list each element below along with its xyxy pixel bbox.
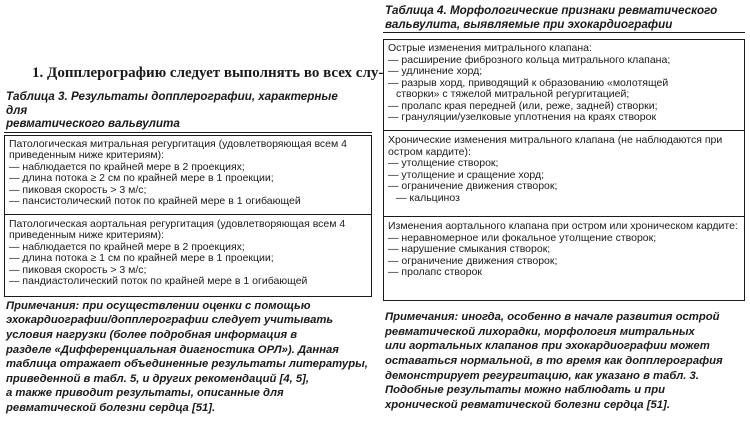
left-column <box>4 0 384 416</box>
list-item: — ограничение движения створок; <box>388 180 558 193</box>
note-line: а также приводит результаты, описанные для <box>6 387 284 400</box>
table4 <box>383 39 745 301</box>
note-line: Примечания: иногда, особенно в начале развития острой <box>385 311 720 324</box>
list-item: — наблюдается по крайней мере в 2 проекциях; <box>9 240 245 253</box>
note-line: условия нагрузки (более подробная информация в <box>6 328 298 341</box>
table4-section-acute-mitral <box>383 39 745 131</box>
list-item: — длина потока ≥ 1 см по крайней мере в 1 проекции; <box>9 252 274 265</box>
note-line: эхокардиографии/допплерографии следует учитывать <box>6 314 334 327</box>
table3-title-line: Таблица 3. Результаты допплерографии, характерные для <box>5 89 338 117</box>
note-line: приведенной в табл. 5, и других рекомендаций [4, 5], <box>6 372 310 385</box>
table4-title-line: Таблица 4. Морфологические признаки ревматического <box>384 3 718 17</box>
list-item: — пролапс створок <box>388 266 483 279</box>
list-item: — удлинение хорд; <box>388 65 483 78</box>
note-line: ревматической лихорадки, морфология митральных <box>385 325 695 338</box>
list-item: — нарушение смыкания створок; <box>388 243 551 256</box>
list-item: — грануляции/узелковые уплотнения на краях створок <box>388 111 657 124</box>
list-item: створки» с тяжелой митральной регургитацией; <box>396 88 630 101</box>
right-column <box>383 0 745 412</box>
note-line: Подобные результаты можно наблюдать и при <box>385 384 665 397</box>
table4-section-aortic <box>383 217 745 301</box>
table3-section-aortic <box>4 215 372 297</box>
section-heading: Патологическая митральная регургитация (удовлетворяющая всем 4 приведенным ниже критериям): <box>9 137 347 162</box>
table3 <box>4 135 372 297</box>
section-heading: Патологическая аортальная регургитация (удовлетворяющая всем 4 приведенным ниже критериям): <box>9 217 346 242</box>
list-item: — пиковая скорость > 3 м/с; <box>9 183 147 196</box>
list-item: — ограничение движения створок; <box>388 254 558 267</box>
note-line: таблица отражает объединенные результаты литературы, <box>6 358 368 371</box>
table4-section-chronic-mitral <box>383 131 745 217</box>
section-heading: Изменения аортального клапана при остром или хроническом кардите: <box>388 220 738 233</box>
list-item: — пандиастолический поток по крайней мере в 1 огибающей <box>9 275 308 288</box>
note-line: или аортальных клапанов при эхокардиографии может <box>385 340 710 353</box>
table3-title <box>4 90 372 133</box>
table3-notes <box>4 299 372 416</box>
table3-title-line: ревматического вальвулита <box>5 116 180 131</box>
note-line: разделе «Дифференциальная диагностика ОРЛ»). Данная <box>6 343 339 356</box>
note-line: хронической ревматической болезни сердца [51]. <box>385 398 670 411</box>
note-line: демонстрирует регургитацию, как указано в табл. 3. <box>385 369 699 382</box>
list-item: — утолщение створок; <box>388 157 499 170</box>
list-item: — неравномерное или фокальное утолщение створок; <box>388 231 657 244</box>
table3-section-mitral <box>4 135 372 215</box>
note-line: ревматической болезни сердца [51]. <box>6 401 216 414</box>
list-item: — разрыв хорд, приводящий к образованию «молотящей <box>388 76 669 89</box>
note-line: Примечания: при осуществлении оценки с помощью <box>6 299 311 312</box>
list-item: — расширение фиброзного кольца митрального клапана; <box>388 53 671 66</box>
intro-paragraph: 1. Допплерографию следует выполнять во всех слу- <box>32 65 384 81</box>
table4-title-line: вальвулита, выявляемые при эхокардиографии <box>384 16 673 31</box>
section-heading: Хронические изменения митрального клапана (не наблюдаются при остром кардите): <box>388 134 723 158</box>
list-item: — кальциноз <box>396 191 460 204</box>
list-item: — длина потока ≥ 2 см по крайней мере в 1 проекции; <box>9 172 274 185</box>
list-item: — пансистолический поток по крайней мере в 1 огибающей <box>9 195 301 208</box>
list-item: — наблюдается по крайней мере в 2 проекциях; <box>9 160 245 173</box>
table4-title <box>383 4 745 33</box>
list-item: — пролапс края передней (или, реже, задней) створки; <box>388 99 658 112</box>
list-item: — утолщение и сращение хорд; <box>388 168 544 181</box>
note-line: оставаться нормальной, в то время как допплерография <box>385 354 723 367</box>
list-item: — пиковая скорость > 3 м/с; <box>9 263 147 276</box>
section-heading: Острые изменения митрального клапана: <box>388 42 592 55</box>
table4-notes <box>383 310 745 412</box>
